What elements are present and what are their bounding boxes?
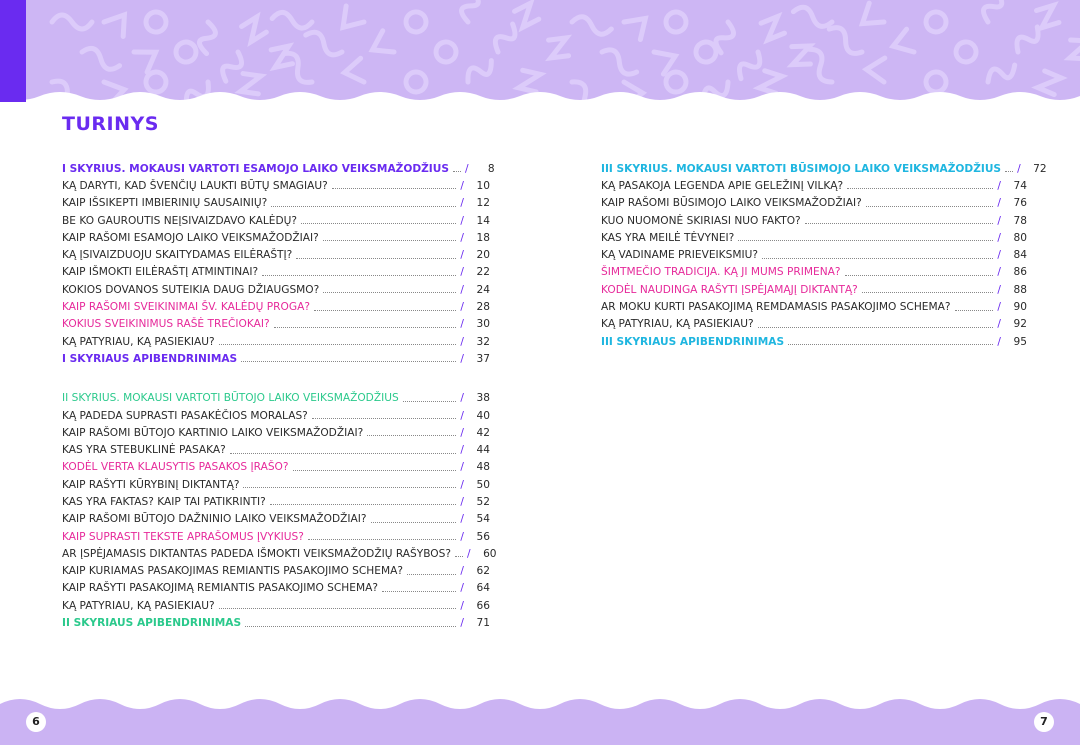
section-gap (62, 368, 490, 390)
page-separator: / (997, 301, 1001, 314)
toc-entry-page: 54 (476, 513, 490, 526)
purple-edge-strip (0, 0, 26, 102)
page-separator: / (460, 478, 464, 491)
toc-entry[interactable] (601, 212, 1027, 229)
toc-entry-page: 10 (476, 179, 490, 192)
page-separator: / (460, 617, 464, 630)
toc-entry-page: 20 (476, 249, 490, 262)
page-separator: / (460, 301, 464, 314)
toc-entry[interactable] (62, 333, 490, 350)
page-separator: / (460, 444, 464, 457)
toc-entry[interactable] (62, 597, 490, 614)
dot-leader (323, 240, 457, 241)
toc-entry-title: KĄ VADINAME PRIEVEIKSMIU? (601, 249, 758, 262)
toc-entry-title: I SKYRIAUS APIBENDRINIMAS (62, 352, 238, 365)
toc-entry-title: KODĖL NAUDINGA RAŠYTI ĮSPĖJAMĄJĮ DIKTANTĄ? (601, 283, 858, 296)
toc-entry[interactable] (601, 281, 1027, 298)
toc-entry-page: 84 (1013, 249, 1027, 262)
toc-right-column (601, 160, 1047, 350)
toc-entry-page: 66 (476, 599, 490, 612)
toc-entry-title: KĄ PADEDA SUPRASTI PASAKĖČIOS MORALAS? (62, 409, 308, 422)
toc-entry-page: 14 (476, 214, 490, 227)
toc-entry[interactable] (601, 160, 1047, 177)
page-separator: / (460, 179, 464, 192)
toc-entry[interactable] (62, 195, 490, 212)
page-separator: / (997, 179, 1001, 192)
dot-leader (245, 626, 456, 627)
toc-entry-title: KAS YRA MEILĖ TĖVYNEI? (601, 231, 735, 244)
toc-entry[interactable] (62, 298, 490, 315)
toc-entry-title: KAS YRA STEBUKLINĖ PASAKA? (62, 444, 226, 457)
toc-entry-title: KĄ PATYRIAU, KĄ PASIEKIAU? (601, 318, 754, 331)
toc-entry-page: 24 (476, 283, 490, 296)
dot-leader (371, 522, 457, 523)
page-separator: / (997, 214, 1001, 227)
page-title: TURINYS (62, 113, 159, 135)
page-separator: / (997, 231, 1001, 244)
dot-leader (382, 591, 456, 592)
toc-entry-title: KAIP IŠMOKTI EILĖRAŠTĮ ATMINTINAI? (62, 266, 259, 279)
toc-entry-title: KUO NUOMONĖ SKIRIASI NUO FAKTO? (601, 214, 801, 227)
dot-leader (407, 574, 456, 575)
toc-entry[interactable] (601, 177, 1027, 194)
toc-entry-title: KAIP RAŠOMI ESAMOJO LAIKO VEIKSMAŽODŽIAI? (62, 231, 319, 244)
toc-entry-page: 8 (487, 162, 495, 175)
page-separator: / (997, 266, 1001, 279)
dot-leader (403, 401, 457, 402)
page-separator: / (466, 547, 471, 560)
toc-entry-title: KODĖL VERTA KLAUSYTIS PASAKOS ĮRAŠO? (62, 461, 289, 474)
dot-leader (762, 258, 993, 259)
page-separator: / (460, 392, 464, 405)
page-separator: / (460, 582, 464, 595)
toc-entry[interactable] (62, 229, 490, 246)
page-separator: / (460, 565, 464, 578)
dot-leader (862, 292, 994, 293)
page-separator: / (460, 495, 464, 508)
toc-entry-title: ŠIMTMEČIO TRADICIJA. KĄ JI MUMS PRIMENA? (601, 266, 841, 279)
toc-entry[interactable] (62, 407, 490, 424)
dot-leader (738, 240, 993, 241)
toc-entry[interactable] (62, 177, 490, 194)
toc-entry-page: 30 (476, 318, 490, 331)
page-separator: / (997, 335, 1001, 348)
page-separator: / (460, 197, 464, 210)
page-separator: / (1017, 162, 1021, 175)
toc-entry-page: 56 (476, 530, 490, 543)
toc-entry-title: KAIP RAŠOMI BŪTOJO DAŽNINIO LAIKO VEIKSMAŽODŽIAI? (62, 513, 367, 526)
toc-entry[interactable] (62, 424, 490, 441)
dot-leader (219, 608, 457, 609)
page-separator: / (460, 352, 464, 365)
dot-leader (312, 418, 457, 419)
dot-leader (308, 539, 457, 540)
toc-entry-page: 78 (1013, 214, 1027, 227)
toc-entry[interactable] (62, 493, 490, 510)
page-separator: / (997, 283, 1001, 296)
toc-entry-page: 60 (483, 547, 497, 560)
toc-entry-page: 71 (476, 617, 490, 630)
toc-entry[interactable] (62, 476, 490, 493)
toc-entry-title: KĄ PATYRIAU, KĄ PASIEKIAU? (62, 335, 215, 348)
toc-entry-page: 42 (476, 426, 490, 439)
dot-leader (455, 556, 463, 557)
toc-entry-title: KAS YRA FAKTAS? KAIP TAI PATIKRINTI? (62, 495, 266, 508)
toc-entry-title: III SKYRIUS. MOKAUSI VARTOTI BŪSIMOJO LAIKO VEIKSMAŽODŽIUS (601, 162, 1002, 175)
toc-entry[interactable] (601, 333, 1027, 350)
toc-entry-title: KĄ PATYRIAU, KĄ PASIEKIAU? (62, 599, 215, 612)
toc-entry-title: II SKYRIAUS APIBENDRINIMAS (62, 617, 242, 630)
dot-leader (332, 188, 457, 189)
toc-entry-page: 44 (476, 444, 490, 457)
toc-entry-title: KAIP IŠSIKEPTI IMBIERINIŲ SAUSAINIŲ? (62, 197, 268, 210)
dot-leader (241, 361, 456, 362)
dot-leader (262, 275, 456, 276)
toc-entry-page: 52 (476, 495, 490, 508)
toc-entry[interactable] (62, 390, 490, 407)
toc-entry[interactable] (62, 316, 490, 333)
letter-pattern-background (0, 0, 1080, 105)
dot-leader (243, 487, 456, 488)
page-separator: / (460, 409, 464, 422)
dot-leader (219, 344, 457, 345)
toc-entry[interactable] (62, 441, 490, 458)
toc-entry-title: KAIP RAŠOMI BŪSIMOJO LAIKO VEIKSMAŽODŽIAI? (601, 197, 862, 210)
toc-entry-page: 37 (476, 352, 490, 365)
dot-leader (1005, 171, 1013, 172)
page-number-right: 7 (1034, 712, 1054, 732)
toc-entry[interactable] (62, 528, 490, 545)
toc-entry[interactable] (601, 195, 1027, 212)
toc-entry[interactable] (62, 160, 495, 177)
dot-leader (270, 504, 457, 505)
toc-entry[interactable] (601, 316, 1027, 333)
page-separator: / (460, 318, 464, 331)
page-separator: / (460, 266, 464, 279)
footer-band (0, 690, 1080, 745)
footer-wave (0, 690, 1080, 745)
toc-entry[interactable] (62, 580, 490, 597)
toc-entry-page: 28 (476, 301, 490, 314)
dot-leader (845, 275, 994, 276)
toc-entry-title: KĄ ĮSIVAIZDUOJU SKAITYDAMAS EILĖRAŠTĮ? (62, 249, 293, 262)
page-separator: / (460, 214, 464, 227)
toc-entry[interactable] (601, 246, 1027, 263)
toc-entry[interactable] (62, 614, 490, 631)
toc-entry-page: 80 (1013, 231, 1027, 244)
toc-entry[interactable] (601, 298, 1027, 315)
toc-entry-page: 62 (476, 565, 490, 578)
page-separator: / (460, 513, 464, 526)
toc-entry[interactable] (601, 229, 1027, 246)
toc-entry-page: 74 (1013, 179, 1027, 192)
page-separator: / (460, 231, 464, 244)
toc-entry-title: KAIP SUPRASTI TEKSTE APRAŠOMUS ĮVYKIUS? (62, 530, 304, 543)
dot-leader (296, 258, 456, 259)
dot-leader (758, 327, 994, 328)
toc-entry-page: 95 (1013, 335, 1027, 348)
dot-leader (788, 344, 993, 345)
page-separator: / (460, 249, 464, 262)
toc-entry-title: BE KO GAUROUTIS NEĮSIVAIZDAVO KALĖDŲ? (62, 214, 297, 227)
toc-entry-page: 18 (476, 231, 490, 244)
dot-leader (805, 223, 994, 224)
toc-entry-page: 38 (476, 392, 490, 405)
toc-entry-page: 22 (476, 266, 490, 279)
toc-entry-page: 12 (476, 197, 490, 210)
dot-leader (453, 171, 461, 172)
toc-entry-title: I SKYRIUS. MOKAUSI VARTOTI ESAMOJO LAIKO VEIKSMAŽODŽIUS (62, 162, 449, 175)
toc-entry-page: 76 (1013, 197, 1027, 210)
toc-entry[interactable] (62, 563, 490, 580)
page-separator: / (460, 599, 464, 612)
toc-entry-page: 88 (1013, 283, 1027, 296)
dot-leader (367, 435, 456, 436)
toc-entry-page: 32 (476, 335, 490, 348)
toc-entry-title: KĄ PASAKOJA LEGENDA APIE GELEŽINĮ VILKĄ? (601, 179, 844, 192)
toc-entry-title: AR MOKU KURTI PASAKOJIMĄ REMDAMASIS PASAKOJIMO SCHEMA? (601, 301, 951, 314)
dot-leader (955, 310, 994, 311)
toc-entry-title: AR ĮSPĖJAMASIS DIKTANTAS PADEDA IŠMOKTI VEIKSMAŽODŽIŲ RAŠYBOS? (62, 547, 451, 560)
toc-entry-page: 64 (476, 582, 490, 595)
toc-entry-title: KĄ DARYTI, KAD ŠVENČIŲ LAUKTI BŪTŲ SMAGIAU? (62, 179, 328, 192)
page-separator: / (997, 318, 1001, 331)
toc-entry-title: III SKYRIAUS APIBENDRINIMAS (601, 335, 785, 348)
dot-leader (866, 206, 994, 207)
toc-entry-title: KAIP RAŠOMI BŪTOJO KARTINIO LAIKO VEIKSMAŽODŽIAI? (62, 426, 364, 439)
toc-entry-page: 72 (1033, 162, 1047, 175)
toc-entry-title: II SKYRIUS. MOKAUSI VARTOTI BŪTOJO LAIKO VEIKSMAŽODŽIUS (62, 392, 399, 405)
dot-leader (847, 188, 993, 189)
toc-entry[interactable] (62, 246, 490, 263)
page-separator: / (997, 197, 1001, 210)
page-number-left: 6 (26, 712, 46, 732)
page-separator: / (997, 249, 1001, 262)
dot-leader (323, 292, 456, 293)
toc-entry-title: KOKIOS DOVANOS SUTEIKIA DAUG DŽIAUGSMO? (62, 283, 320, 296)
dot-leader (314, 310, 456, 311)
toc-entry[interactable] (62, 545, 497, 562)
page-separator: / (460, 426, 464, 439)
toc-entry-page: 50 (476, 478, 490, 491)
toc-entry-title: KAIP RAŠYTI PASAKOJIMĄ REMIANTIS PASAKOJIMO SCHEMA? (62, 582, 378, 595)
toc-entry-title: KAIP RAŠOMI SVEIKINIMAI ŠV. KALĖDŲ PROGA? (62, 301, 310, 314)
toc-entry-page: 40 (476, 409, 490, 422)
dot-leader (274, 327, 457, 328)
toc-entry[interactable] (62, 264, 490, 281)
page-separator: / (460, 335, 464, 348)
dot-leader (230, 453, 457, 454)
toc-entry[interactable] (62, 459, 490, 476)
toc-entry[interactable] (62, 511, 490, 528)
header-banner (0, 0, 1080, 105)
toc-entry-title: KAIP RAŠYTI KŪRYBINĮ DIKTANTĄ? (62, 478, 240, 491)
toc-entry-title: KAIP KURIAMAS PASAKOJIMAS REMIANTIS PASAKOJIMO SCHEMA? (62, 565, 403, 578)
page-separator: / (460, 530, 464, 543)
toc-entry-page: 92 (1013, 318, 1027, 331)
dot-leader (293, 470, 457, 471)
dot-leader (301, 223, 456, 224)
dot-leader (271, 206, 456, 207)
toc-entry-page: 86 (1013, 266, 1027, 279)
toc-entry[interactable] (62, 281, 490, 298)
toc-entry[interactable] (62, 212, 490, 229)
toc-left-column (62, 160, 497, 632)
toc-entry[interactable] (601, 264, 1027, 281)
toc-entry-page: 48 (476, 461, 490, 474)
page-separator: / (460, 283, 464, 296)
toc-entry-page: 90 (1013, 301, 1027, 314)
toc-entry[interactable] (62, 350, 490, 367)
page-separator: / (464, 162, 469, 175)
page-separator: / (460, 461, 464, 474)
toc-entry-title: KOKIUS SVEIKINIMUS RAŠĖ TREČIOKAI? (62, 318, 270, 331)
